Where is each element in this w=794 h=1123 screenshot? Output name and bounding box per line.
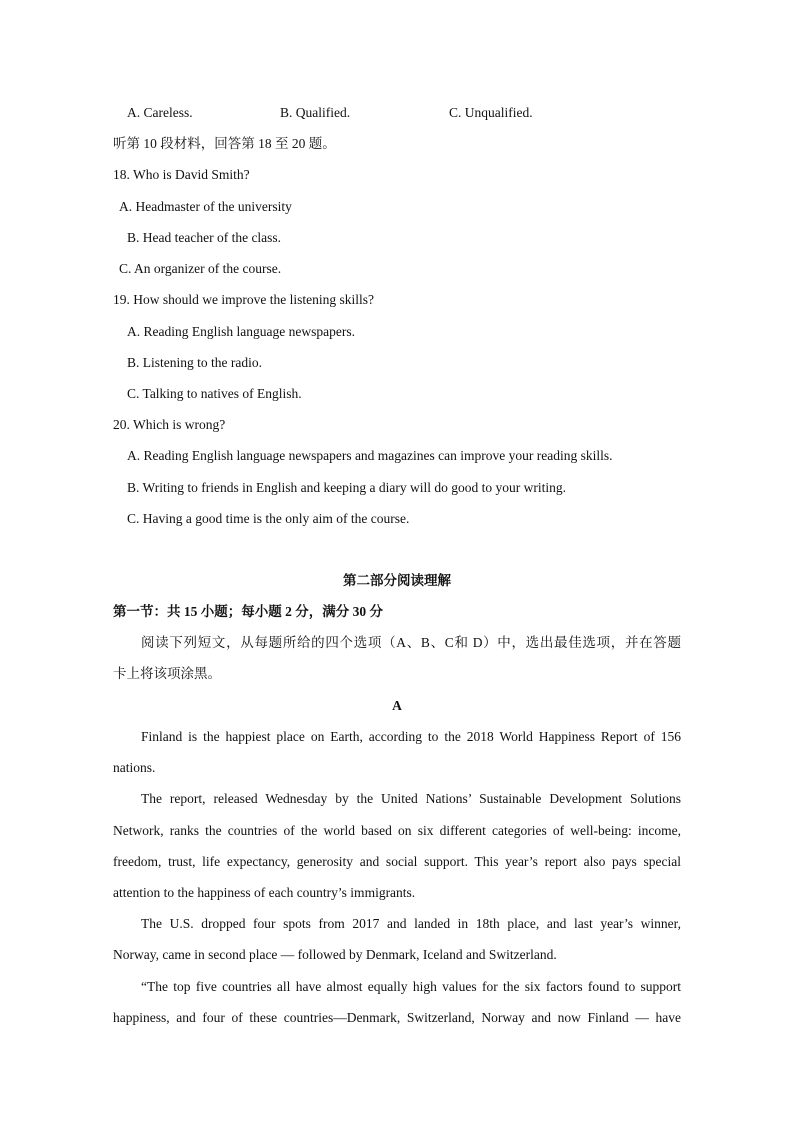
passage-line: The U.S. dropped four spots from 2017 and landed in 18th place, and last year’s winner,: [141, 916, 681, 931]
question-option: C. Talking to natives of English.: [127, 386, 302, 401]
question-option: A. Headmaster of the university: [119, 199, 292, 214]
section-intro: 听第 10 段材料，回答第 18 至 20 题。: [113, 136, 336, 151]
question-stem: 19. How should we improve the listening skills?: [113, 292, 374, 307]
section-heading: 第一节：共 15 小题；每小题 2 分，满分 30 分: [113, 604, 383, 619]
passage-line: freedom, trust, life expectancy, generosity and social support. This year’s report also pays special: [113, 854, 681, 869]
question-stem: 18. Who is David Smith?: [113, 167, 250, 182]
q17-option-a: A. Careless.: [127, 105, 193, 120]
question-option: B. Listening to the radio.: [127, 355, 262, 370]
passage-line: The report, released Wednesday by the United Nations’ Sustainable Development Solutions: [141, 791, 681, 806]
q17-option-c: C. Unqualified.: [449, 105, 533, 120]
passage-line: Network, ranks the countries of the world based on six different categories of well-being: income,: [113, 823, 681, 838]
question-option: C. Having a good time is the only aim of the course.: [127, 511, 410, 526]
passage-label: A: [392, 698, 402, 713]
passage-line: nations.: [113, 760, 156, 775]
passage-line: Norway, came in second place — followed by Denmark, Iceland and Switzerland.: [113, 947, 557, 962]
passage-line: Finland is the happiest place on Earth, according to the 2018 World Happiness Report of 156: [141, 729, 681, 744]
question-option: A. Reading English language newspapers and magazines can improve your reading skills.: [127, 448, 613, 463]
passage-line: happiness, and four of these countries—Denmark, Switzerland, Norway and now Finland — have: [113, 1010, 681, 1025]
instruction-line: 卡上将该项涂黑。: [113, 666, 221, 681]
question-option: B. Writing to friends in English and keeping a diary will do good to your writing.: [127, 480, 567, 495]
question-option: B. Head teacher of the class.: [127, 230, 282, 245]
passage-line: attention to the happiness of each country’s immigrants.: [113, 885, 416, 900]
question-option: A. Reading English language newspapers.: [127, 324, 355, 339]
instruction-line: 阅读下列短文，从每题所给的四个选项（A、B、C和 D）中，选出最佳选项，并在答题: [141, 635, 681, 650]
question-stem: 20. Which is wrong?: [113, 417, 226, 432]
q17-option-b: B. Qualified.: [280, 105, 351, 120]
part-title: 第二部分阅读理解: [343, 573, 451, 588]
passage-line: “The top five countries all have almost equally high values for the six factors found to support: [141, 979, 681, 994]
question-option: C. An organizer of the course.: [119, 261, 282, 276]
